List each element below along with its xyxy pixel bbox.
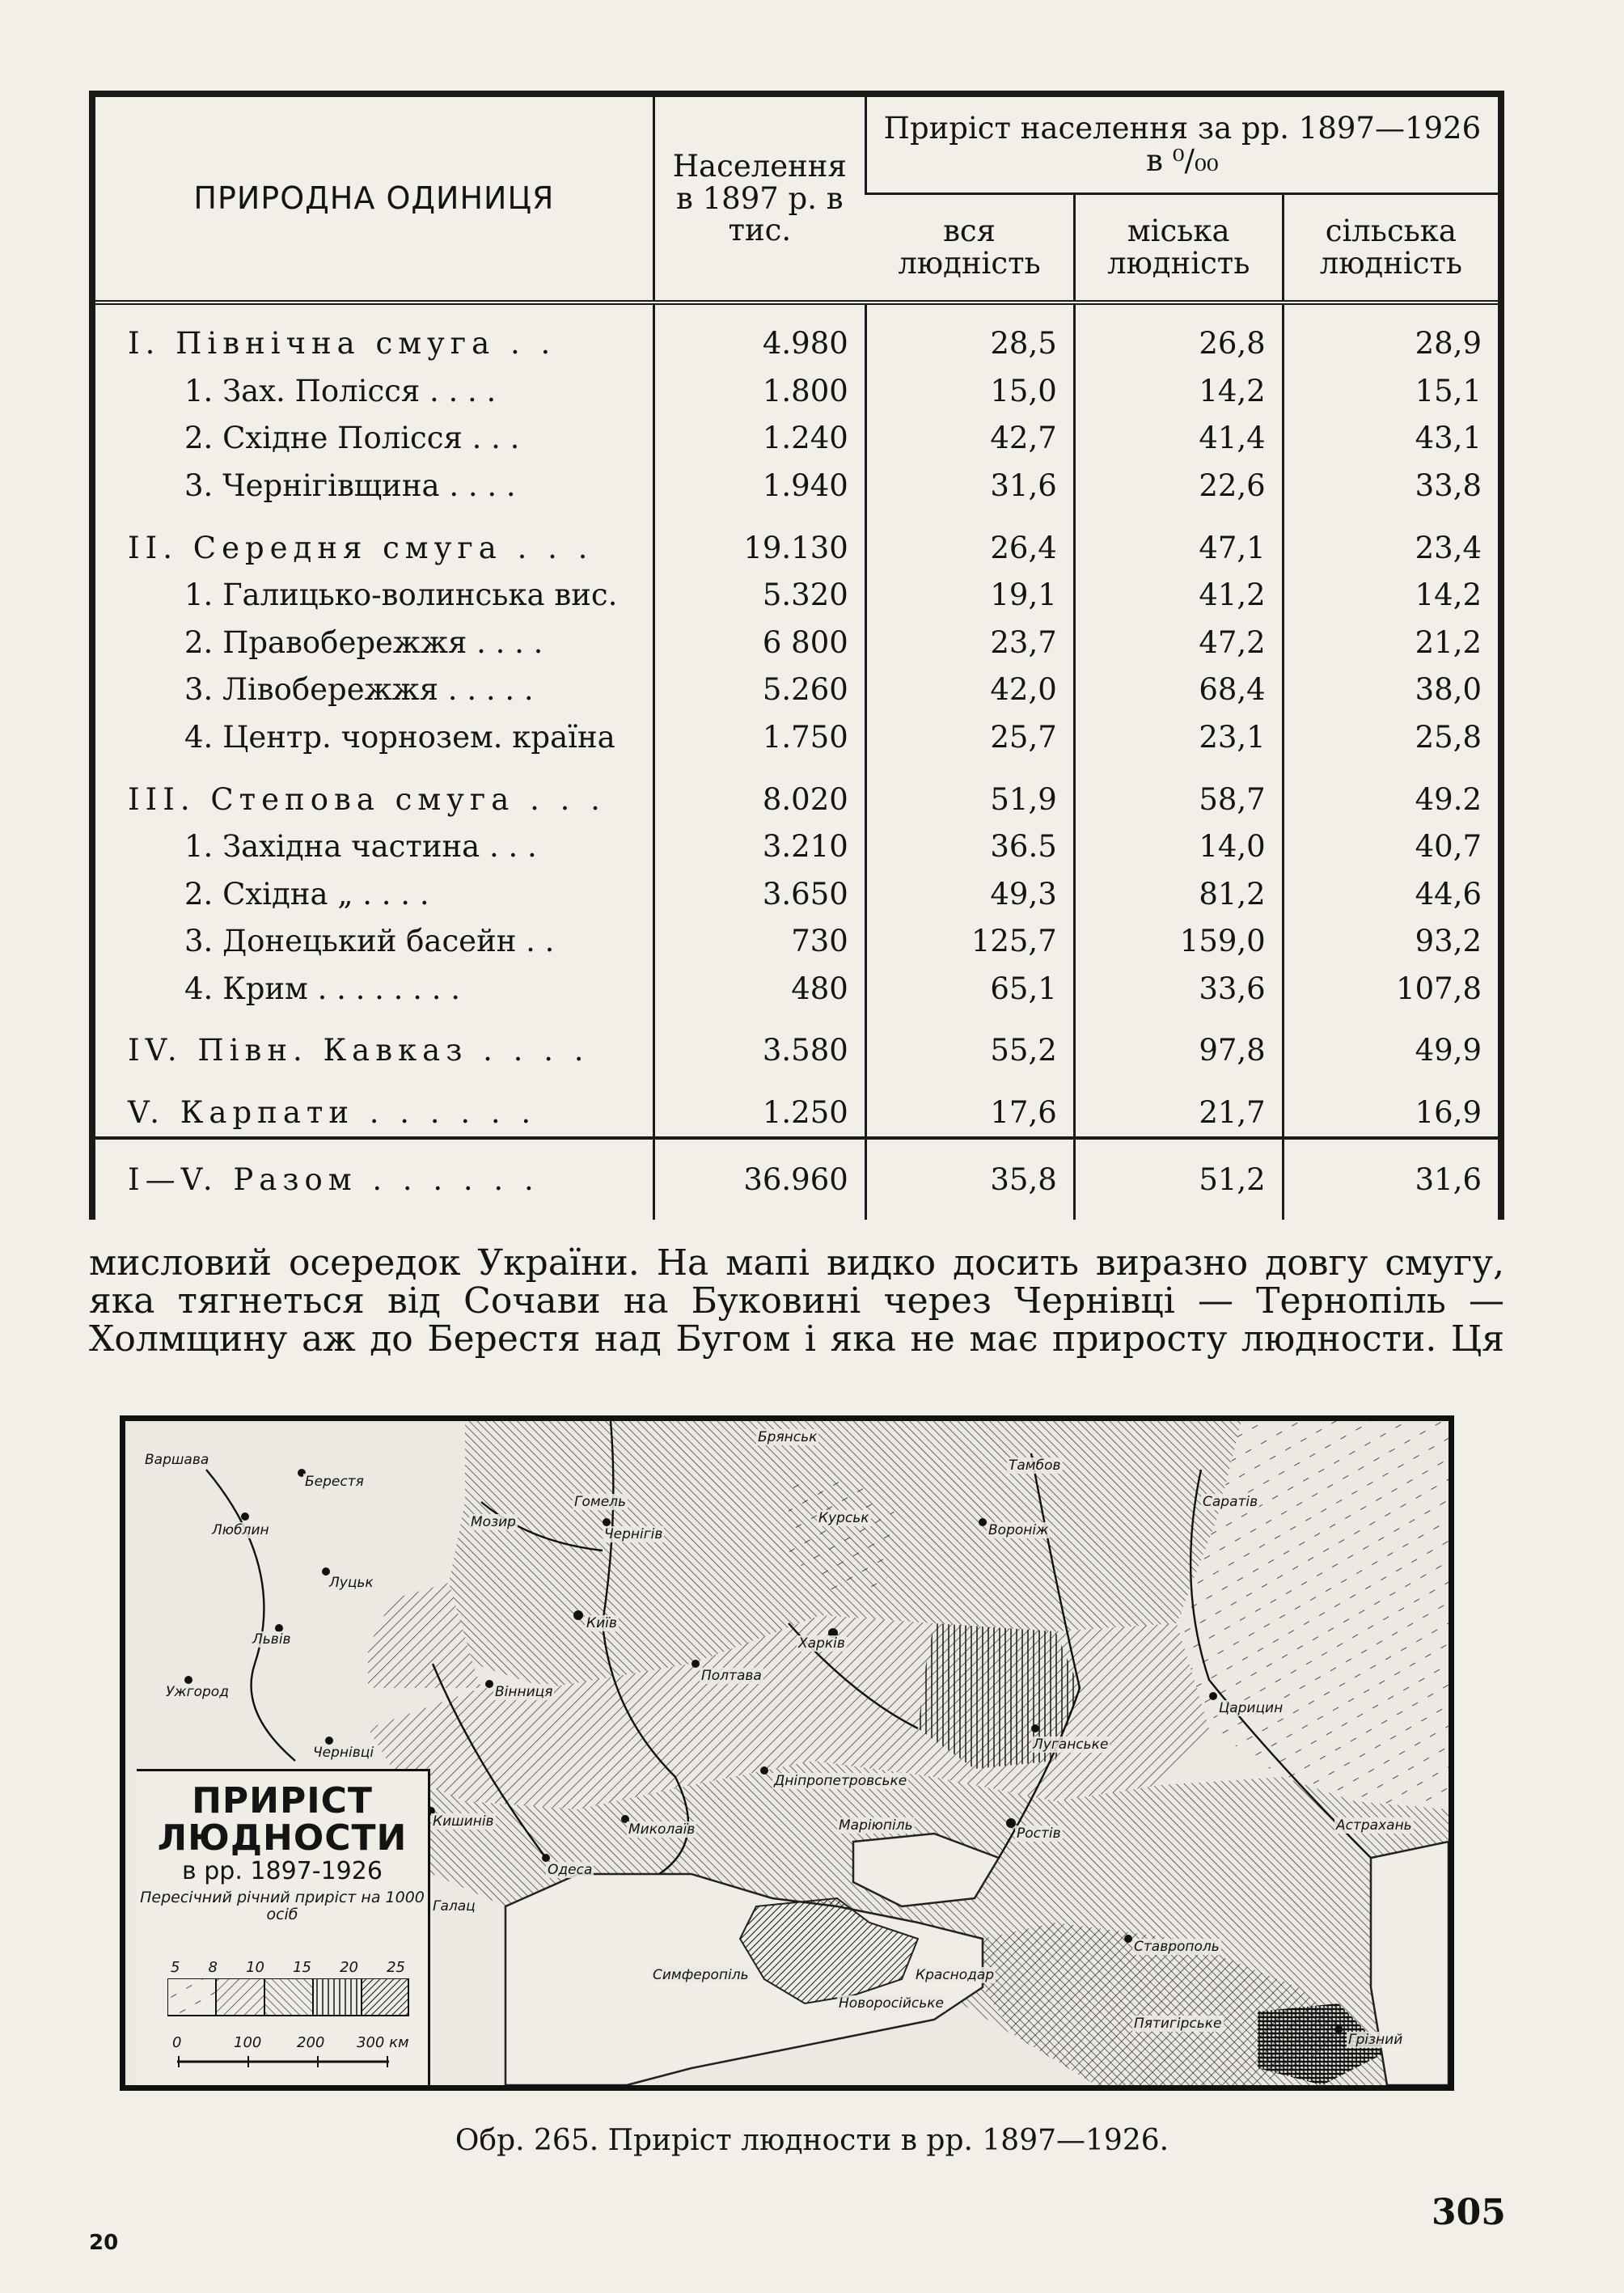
spacer-cell [1074, 1012, 1283, 1026]
scale-value: 20 [340, 1959, 358, 1976]
region-name: II. Середня смуга . . . [128, 530, 594, 565]
population-1897: 19.130 [653, 524, 865, 571]
city-label: Кишинів [433, 1813, 494, 1830]
growth-urban: 58,7 [1074, 776, 1283, 823]
growth-urban: 33,6 [1074, 965, 1283, 1012]
spacer-row [92, 1012, 1501, 1026]
spacer-cell [1074, 760, 1283, 775]
city-label: Ужгород [166, 1684, 229, 1700]
population-1897: 4.980 [653, 320, 865, 367]
population-1897: 1.750 [653, 713, 865, 760]
growth-rural: 107,8 [1283, 965, 1501, 1012]
growth-urban: 41,4 [1074, 415, 1283, 462]
growth-rural: 21,2 [1283, 619, 1501, 666]
city-label: Дніпропетровське [774, 1773, 907, 1789]
spacer-cell [1283, 760, 1501, 775]
header-growth-group: Приріст населення за рр. 1897—1926 в ⁰/₀₀ [865, 94, 1501, 194]
growth-urban: 47,1 [1074, 524, 1283, 571]
city-label: Ростів [1017, 1826, 1061, 1842]
scale-value: 5 [171, 1959, 180, 1976]
growth-urban: 14,2 [1074, 367, 1283, 414]
city-label: Курськ [818, 1510, 869, 1526]
city-label: Миколаїв [628, 1821, 696, 1838]
table-row [92, 415, 1501, 462]
spacer-cell [653, 760, 865, 775]
paragraph-line: яка тягнеться від Сочави на Буковині через Чернівці — Тернопіль — [89, 1280, 1504, 1322]
growth-rural: 33,8 [1283, 462, 1501, 509]
growth-rural: 43,1 [1283, 415, 1501, 462]
spacer-cell [865, 302, 1074, 320]
header-population-1897: Населення в 1897 р. в тис. [653, 94, 865, 302]
city-label: Галац [433, 1898, 476, 1914]
header-all-population: вся людність [865, 194, 1074, 303]
swatch-20-25 [362, 1978, 408, 2016]
region-name: 1. Західна частина . . . [184, 829, 537, 865]
city-label: Луцьк [329, 1575, 374, 1591]
city-label: Брянськ [758, 1429, 818, 1445]
city-label: Варшава [145, 1452, 209, 1468]
growth-all: 36.5 [865, 823, 1074, 869]
km-label: 100 [234, 2034, 262, 2051]
growth-urban: 23,1 [1074, 713, 1283, 760]
header-rural-population: сільська людність [1283, 194, 1501, 303]
city-label: Мозир [471, 1514, 516, 1530]
population-1897: 3.650 [653, 870, 865, 917]
city-label: Одеса [548, 1862, 593, 1878]
spacer-cell [92, 760, 653, 775]
city-label: Харків [798, 1635, 845, 1652]
region-name: 1. Зах. Полісся . . . . [184, 373, 497, 408]
growth-rural: 40,7 [1283, 823, 1501, 869]
city-label: Краснодар [916, 1967, 995, 1983]
city-label: Саратів [1203, 1494, 1258, 1510]
growth-urban: 51,2 [1074, 1138, 1283, 1220]
growth-all: 25,7 [865, 713, 1074, 760]
swatch-15-20 [313, 1978, 362, 2016]
table-row [92, 462, 1501, 509]
population-1897: 8.020 [653, 776, 865, 823]
growth-all: 55,2 [865, 1027, 1074, 1074]
growth-all: 28,5 [865, 320, 1074, 367]
header-natural-unit: ПРИРОДНА ОДИНИЦЯ [193, 180, 555, 216]
region-name: I. Північна смуга . . [128, 326, 556, 362]
growth-urban: 81,2 [1074, 870, 1283, 917]
city-label: Луганське [1033, 1737, 1109, 1753]
city-label: Чернівці [313, 1745, 374, 1761]
swatch-8-10 [216, 1978, 264, 2016]
scale-value: 10 [246, 1959, 264, 1976]
population-1897: 1.250 [653, 1089, 865, 1139]
table-row [92, 524, 1501, 571]
region-name: 2. Східна „ . . . . [184, 876, 429, 912]
legend-title-2: ЛЮДНОСТИ [157, 1817, 408, 1859]
spacer-cell [653, 302, 865, 320]
growth-all: 23,7 [865, 619, 1074, 666]
figure-caption: Обр. 265. Приріст людности в рр. 1897—1926. [455, 2124, 1169, 2157]
spacer-cell [1283, 509, 1501, 523]
swatch-10-15 [264, 1978, 313, 2016]
header-urban-population: міська людність [1074, 194, 1283, 303]
spacer-cell [1074, 1074, 1283, 1089]
growth-rural: 28,9 [1283, 320, 1501, 367]
total-row [92, 1138, 1501, 1220]
paragraph-line: мисловий осередок України. На мапі видко досить виразно довгу смугу, [89, 1242, 1504, 1284]
scale-value: 15 [293, 1959, 311, 1976]
table-row [92, 917, 1501, 964]
spacer-row [92, 302, 1501, 320]
signature-mark: 20 [89, 2231, 119, 2255]
spacer-cell [865, 760, 1074, 775]
growth-urban: 41,2 [1074, 571, 1283, 618]
growth-urban: 22,6 [1074, 462, 1283, 509]
region-name: 3. Лівобережжя . . . . . [184, 672, 534, 708]
spacer-cell [865, 1074, 1074, 1089]
growth-rural: 31,6 [1283, 1138, 1501, 1220]
km-label: 300 км [357, 2034, 409, 2051]
city-label: Пятигірське [1134, 2016, 1222, 2032]
population-1897: 1.800 [653, 367, 865, 414]
population-1897: 5.260 [653, 666, 865, 713]
table-row [92, 713, 1501, 760]
legend-title-1: ПРИРІСТ [192, 1780, 373, 1821]
km-label: 200 [297, 2034, 325, 2051]
table-row [92, 1027, 1501, 1074]
city-label: Грізний [1348, 2032, 1403, 2048]
spacer-cell [653, 509, 865, 523]
population-1897: 730 [653, 917, 865, 964]
growth-all: 31,6 [865, 462, 1074, 509]
city-label: Вінниця [495, 1684, 553, 1700]
city-label: Новоросійське [839, 1995, 945, 2012]
growth-all: 125,7 [865, 917, 1074, 964]
table-row [92, 1089, 1501, 1139]
city-label: Полтава [701, 1668, 762, 1684]
growth-rural: 14,2 [1283, 571, 1501, 618]
legend-note: Пересічний річний приріст на 1000 осіб [140, 1889, 425, 1923]
scale-value: 8 [208, 1959, 218, 1976]
city-label: Люблин [212, 1522, 269, 1538]
growth-urban: 47,2 [1074, 619, 1283, 666]
growth-rural: 49,9 [1283, 1027, 1501, 1074]
spacer-row [92, 509, 1501, 523]
city-label: Київ [586, 1615, 617, 1631]
table-body [92, 302, 1501, 1220]
growth-rural: 44,6 [1283, 870, 1501, 917]
spacer-cell [92, 1012, 653, 1026]
spacer-cell [865, 509, 1074, 523]
city-label: Львів [252, 1631, 291, 1648]
growth-rural: 49.2 [1283, 776, 1501, 823]
scale-value: 25 [387, 1959, 405, 1976]
region-name: I—V. Разом . . . . . . [92, 1138, 653, 1220]
region-name: 4. Центр. чорнозем. країна [184, 719, 615, 755]
map-legend [137, 1769, 430, 2085]
spacer-cell [1074, 509, 1283, 523]
table-row [92, 666, 1501, 713]
table-row [92, 823, 1501, 869]
region-name: 3. Чернігівщина . . . . [184, 467, 516, 503]
spacer-cell [92, 302, 653, 320]
population-1897: 480 [653, 965, 865, 1012]
table-row [92, 367, 1501, 414]
spacer-cell [1283, 1074, 1501, 1089]
legend-period: в рр. 1897-1926 [182, 1857, 383, 1885]
spacer-cell [92, 509, 653, 523]
region-name: 1. Галицько-волинська вис. [184, 577, 618, 613]
growth-urban: 14,0 [1074, 823, 1283, 869]
spacer-cell [92, 1074, 653, 1089]
region-name: III. Степова смуга . . . [128, 781, 606, 817]
spacer-cell [1283, 302, 1501, 320]
spacer-row [92, 1074, 1501, 1089]
growth-all: 49,3 [865, 870, 1074, 917]
paragraph-line: Холмщину аж до Берестя над Бугом і яка не має приросту людности. Ця [89, 1318, 1504, 1360]
growth-urban: 159,0 [1074, 917, 1283, 964]
city-label: Гомель [574, 1494, 627, 1510]
population-table-container [89, 91, 1504, 1220]
table-row [92, 320, 1501, 367]
growth-all: 19,1 [865, 571, 1074, 618]
region-name: IV. Півн. Кавказ . . . . [128, 1033, 590, 1068]
population-1897: 6 800 [653, 619, 865, 666]
growth-rural: 23,4 [1283, 524, 1501, 571]
region-name: 3. Донецький басейн . . [184, 924, 555, 959]
swatch-5-8 [167, 1978, 216, 2016]
body-paragraph [89, 1244, 1504, 1358]
growth-all: 42,0 [865, 666, 1074, 713]
growth-rural: 25,8 [1283, 713, 1501, 760]
region-name: V. Карпати . . . . . . [128, 1095, 537, 1131]
table-row [92, 870, 1501, 917]
city-label: Чернігів [604, 1526, 663, 1542]
table-row [92, 619, 1501, 666]
city-label: Астрахань [1336, 1817, 1412, 1834]
spacer-cell [653, 1074, 865, 1089]
spacer-cell [1074, 302, 1283, 320]
population-growth-table [89, 91, 1504, 1220]
growth-all: 51,9 [865, 776, 1074, 823]
population-1897: 3.580 [653, 1027, 865, 1074]
growth-rural: 38,0 [1283, 666, 1501, 713]
table-row [92, 776, 1501, 823]
population-1897: 1.240 [653, 415, 865, 462]
population-1897: 1.940 [653, 462, 865, 509]
growth-urban: 26,8 [1074, 320, 1283, 367]
growth-urban: 97,8 [1074, 1027, 1283, 1074]
region-name: 2. Східне Полісся . . . [184, 421, 520, 456]
page-number: 305 [1432, 2192, 1506, 2233]
region-name: 4. Крим . . . . . . . . [184, 971, 461, 1006]
growth-all: 15,0 [865, 367, 1074, 414]
legend-scale-values [171, 1959, 405, 1976]
growth-all: 35,8 [865, 1138, 1074, 1220]
growth-rural: 16,9 [1283, 1089, 1501, 1139]
city-label: Царицин [1219, 1700, 1284, 1716]
population-1897: 5.320 [653, 571, 865, 618]
population-growth-map [120, 1415, 1454, 2091]
growth-urban: 21,7 [1074, 1089, 1283, 1139]
spacer-cell [653, 1012, 865, 1026]
growth-all: 17,6 [865, 1089, 1074, 1139]
table-row [92, 965, 1501, 1012]
city-label: Тамбов [1009, 1457, 1061, 1474]
growth-rural: 15,1 [1283, 367, 1501, 414]
legend-swatches [167, 1978, 410, 2017]
km-label: 0 [172, 2034, 182, 2051]
spacer-cell [1283, 1012, 1501, 1026]
city-label: Вороніж [988, 1522, 1049, 1538]
growth-all: 42,7 [865, 415, 1074, 462]
growth-rural: 93,2 [1283, 917, 1501, 964]
population-1897: 3.210 [653, 823, 865, 869]
city-label: Ставрополь [1134, 1939, 1220, 1955]
region-name: 2. Правобережжя . . . . [184, 624, 543, 660]
caspian-sea [1371, 1842, 1448, 2085]
city-label: Симферопіль [653, 1967, 749, 1983]
city-label: Берестя [305, 1474, 364, 1490]
growth-urban: 68,4 [1074, 666, 1283, 713]
table-row [92, 571, 1501, 618]
legend-km-bar [177, 2056, 395, 2067]
city-label: Маріюпіль [839, 1817, 913, 1834]
growth-all: 65,1 [865, 965, 1074, 1012]
spacer-row [92, 760, 1501, 775]
growth-all: 26,4 [865, 524, 1074, 571]
population-1897: 36.960 [653, 1138, 865, 1220]
spacer-cell [865, 1012, 1074, 1026]
